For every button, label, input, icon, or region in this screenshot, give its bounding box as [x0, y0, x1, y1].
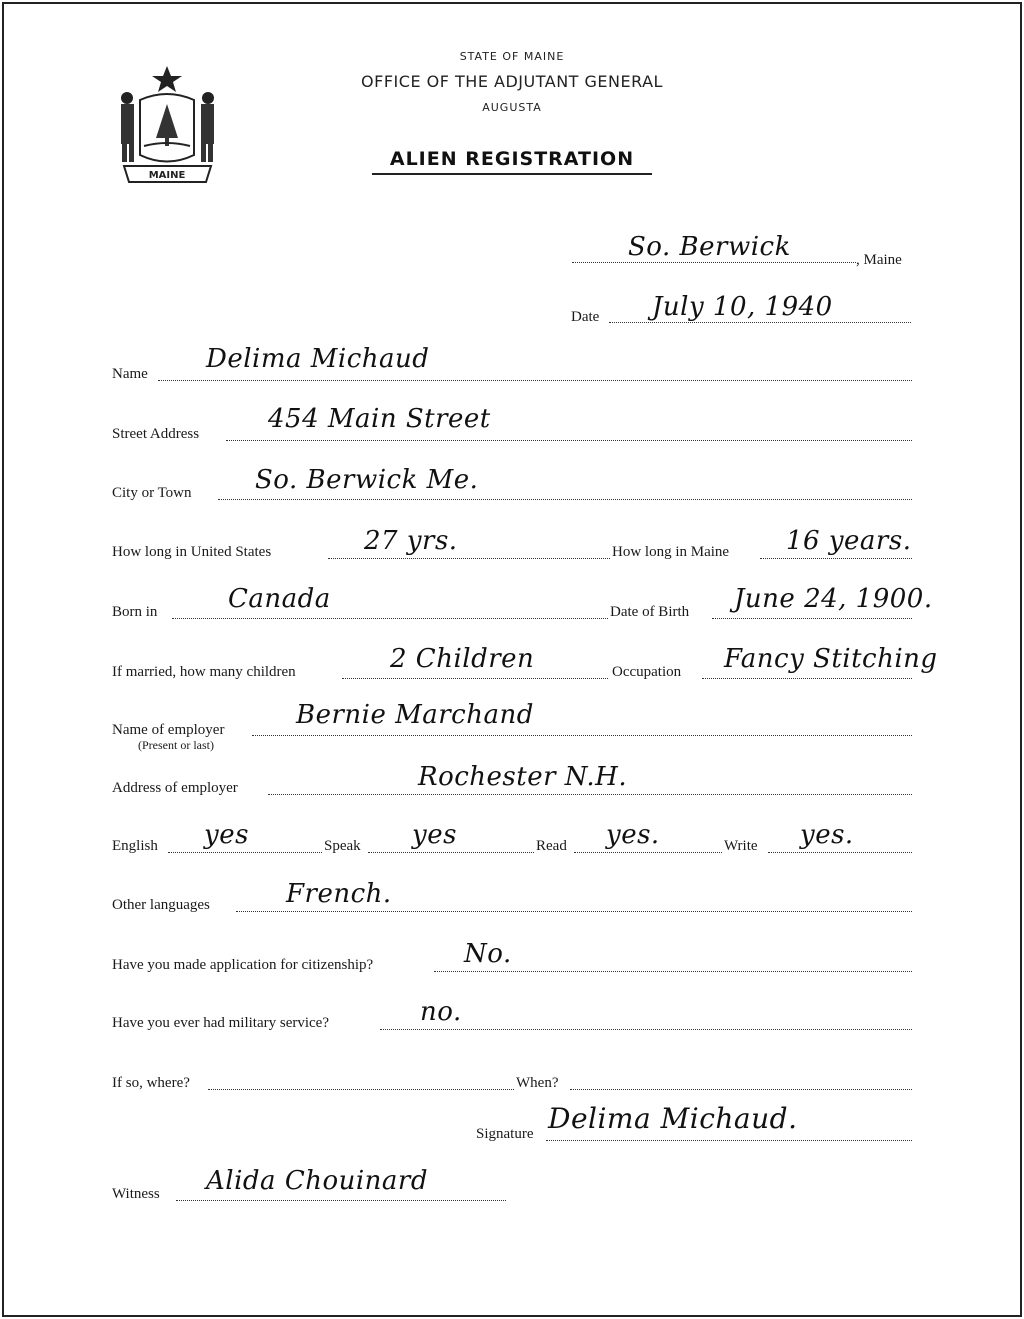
- employer-address-label: Address of employer: [112, 780, 238, 796]
- occupation-line: [702, 678, 912, 679]
- street-address-line: [226, 440, 912, 441]
- date-line: [609, 322, 911, 323]
- english-line: [168, 852, 322, 853]
- read-line: [574, 852, 722, 853]
- signature-line: [546, 1140, 912, 1141]
- city-town-line: [218, 499, 912, 500]
- date-of-birth-value: June 24, 1900.: [734, 584, 933, 614]
- witness-line: [176, 1200, 506, 1201]
- when-line: [570, 1089, 912, 1090]
- how-long-maine-line: [760, 558, 912, 559]
- born-in-line: [172, 618, 608, 619]
- maine-label: , Maine: [856, 252, 902, 268]
- speak-line: [368, 852, 534, 853]
- street-address-label: Street Address: [112, 426, 200, 442]
- employer-address-line: [268, 794, 912, 795]
- how-long-maine-label: How long in Maine: [612, 544, 730, 560]
- speak-label: Speak: [324, 838, 361, 854]
- occupation-label: Occupation: [612, 664, 682, 680]
- name-line: [158, 380, 912, 381]
- if-so-where-line: [208, 1089, 514, 1090]
- when-label: When?: [516, 1075, 559, 1091]
- read-value: yes.: [606, 820, 660, 850]
- date-value: July 10, 1940: [652, 292, 833, 322]
- employer-line: [252, 735, 912, 736]
- write-value: yes.: [800, 820, 854, 850]
- other-languages-label: Other languages: [112, 897, 210, 913]
- name-label: Name: [112, 366, 148, 382]
- header-state: STATE OF MAINE: [459, 50, 565, 63]
- employer-label: Name of employer: [112, 722, 225, 738]
- citizenship-label: Have you made application for citizenship?: [112, 957, 374, 973]
- citizenship-line: [434, 971, 912, 972]
- other-languages-value: French.: [286, 879, 392, 909]
- citizenship-value: No.: [464, 939, 512, 969]
- city-town-value: So. Berwick Me.: [255, 465, 479, 495]
- how-long-maine-value: 16 years.: [786, 526, 912, 556]
- date-label: Date: [571, 309, 600, 325]
- how-long-us-value: 27 yrs.: [364, 526, 458, 556]
- english-label: English: [112, 838, 158, 854]
- street-address-value: 454 Main Street: [268, 404, 491, 434]
- header-city: AUGUSTA: [482, 101, 542, 114]
- date-of-birth-label: Date of Birth: [610, 604, 690, 620]
- if-so-where-label: If so, where?: [112, 1075, 190, 1091]
- place-value: So. Berwick: [628, 232, 791, 262]
- signature-label: Signature: [476, 1126, 534, 1142]
- witness-value: Alida Chouinard: [206, 1166, 428, 1196]
- write-label: Write: [724, 838, 758, 854]
- witness-label: Witness: [112, 1186, 160, 1202]
- how-long-us-label: How long in United States: [112, 544, 272, 560]
- children-value: 2 Children: [390, 644, 535, 674]
- seal-banner-text: MAINE: [148, 170, 186, 181]
- english-value: yes: [204, 820, 249, 850]
- speak-value: yes: [412, 820, 457, 850]
- city-town-label: City or Town: [112, 485, 192, 501]
- children-label: If married, how many children: [112, 664, 296, 680]
- military-line: [380, 1029, 912, 1030]
- how-long-us-line: [328, 558, 610, 559]
- read-label: Read: [536, 838, 567, 854]
- employer-value: Bernie Marchand: [296, 700, 534, 730]
- place-line: [572, 262, 856, 263]
- military-label: Have you ever had military service?: [112, 1015, 329, 1031]
- military-value: no.: [420, 997, 462, 1027]
- children-line: [342, 678, 608, 679]
- employer-address-value: Rochester N.H.: [418, 762, 628, 792]
- header-office: OFFICE OF THE ADJUTANT GENERAL: [361, 72, 663, 91]
- write-line: [768, 852, 912, 853]
- name-value: Delima Michaud: [206, 344, 430, 374]
- born-in-value: Canada: [228, 584, 331, 614]
- other-languages-line: [236, 911, 912, 912]
- date-of-birth-line: [712, 618, 912, 619]
- form-title: ALIEN REGISTRATION: [372, 148, 652, 175]
- occupation-value: Fancy Stitching: [724, 644, 938, 674]
- employer-sublabel: (Present or last): [138, 738, 214, 752]
- born-in-label: Born in: [112, 604, 158, 620]
- signature-value: Delima Michaud.: [548, 1102, 798, 1135]
